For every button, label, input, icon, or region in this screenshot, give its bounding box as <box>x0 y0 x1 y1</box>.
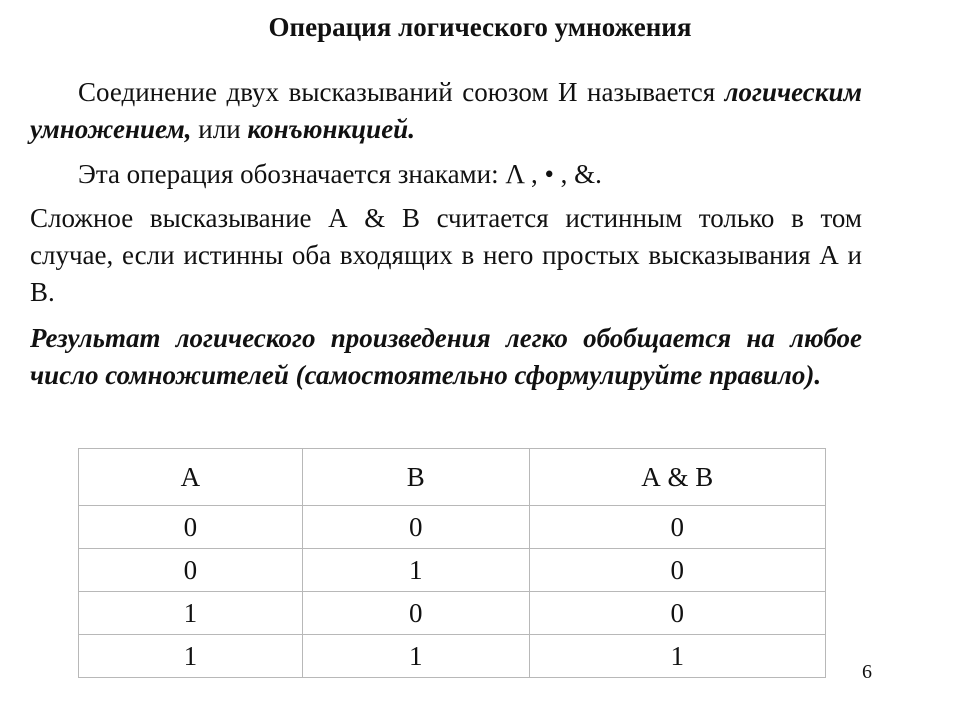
truth-table <box>78 448 826 678</box>
paragraph-generalization: Результат логического произведения легко обобщается на любое число сомножителей (самостоятельно сформулируйте правило). <box>30 323 862 390</box>
table-cell: 1 <box>302 549 529 592</box>
definition-or: или <box>191 114 248 144</box>
table-row <box>79 592 826 635</box>
table-cell: 1 <box>529 635 825 678</box>
page-number: 6 <box>862 661 872 683</box>
table-cell: 1 <box>79 592 303 635</box>
table-cell: 0 <box>79 549 303 592</box>
table-cell: 0 <box>529 549 825 592</box>
table-cell: 0 <box>302 506 529 549</box>
page-title: Операция логического умножения <box>268 12 692 42</box>
header-b: В <box>302 449 529 506</box>
table-row <box>79 549 826 592</box>
header-a: А <box>79 449 303 506</box>
term-logical-multiplication: логическим умножением, <box>30 77 862 144</box>
table-cell: 0 <box>529 506 825 549</box>
table-cell: 0 <box>529 592 825 635</box>
table-header-row <box>79 449 826 506</box>
table-cell: 0 <box>79 506 303 549</box>
table-cell: 0 <box>302 592 529 635</box>
paragraph-definition <box>30 74 862 148</box>
definition-text: Соединение двух высказываний союзом И называется <box>78 77 725 107</box>
table-row <box>79 635 826 678</box>
table-cell: 1 <box>302 635 529 678</box>
paragraph-notation: Эта операция обозначается знаками: Λ , • , &. <box>78 159 602 189</box>
table-row <box>79 506 826 549</box>
term-conjunction: конъюнкцией. <box>247 114 415 144</box>
table-cell: 1 <box>79 635 303 678</box>
paragraph-truth-condition: Сложное высказывание А & В считается истинным только в том случае, если истинны оба входящих в него простых высказывания А и В. <box>30 203 862 307</box>
header-a-and-b: А & В <box>529 449 825 506</box>
